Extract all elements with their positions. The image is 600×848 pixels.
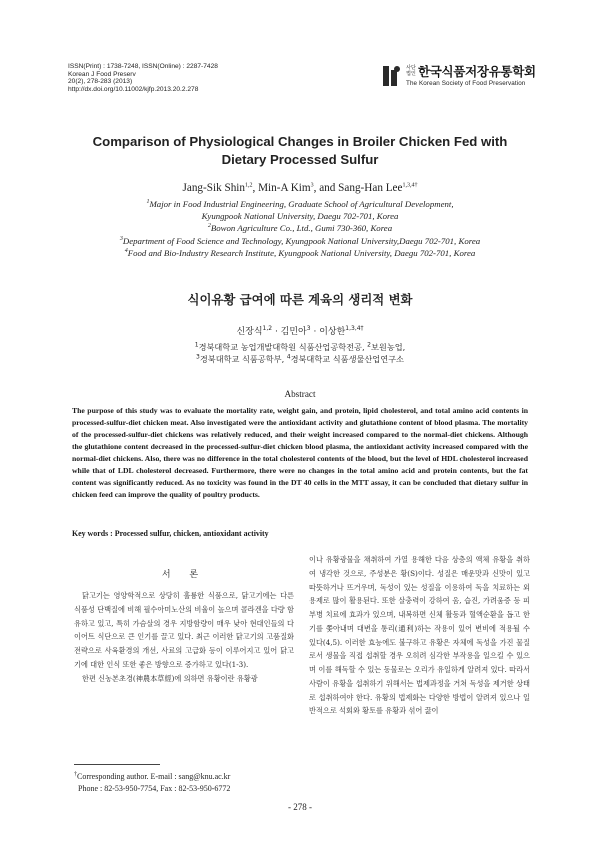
journal-name-line: Korean J Food Preserv	[68, 70, 136, 78]
abstract-heading: Abstract	[284, 389, 316, 399]
corresponding-author-footnote: †Corresponding author. E-mail : sang@knu.ac.kr Phone : 82-53-950-7754, Fax : 82-53-950-6772	[74, 771, 231, 793]
author-list: Jang-Sik Shin$^{1,2}$, Min-A Kim$^3$, and Sang-Han Lee$^{1,3,4\dagger}$	[182, 182, 418, 194]
affiliation-line: $^4$Food and Bio-Industry Research Institute, Kyungpook National University, Daegu 702-701, Korea	[124, 247, 476, 258]
body-paragraph: 닭고기는 영양학적으로 상당히 훌륭한 식품으로, 닭고기에는 다른 식품성 단백질에 비해 필수아미노산의 비율이 높으며 콜라겐을 다량 함유하고 있고, 특히 가슴살의 경우 지방함량이 매우 낮아 현대인들의 다이어트 식단으로 큰 인기를 끌고 있다. 최근 이러한 닭고기의 고품질화 전략으로 사육환경의 개선, 사료의 고급화 등이 이루어지고 있어 닭고기에 대한 인식 또한 좋은 방향으로 증가하고 있다(1-3).	[74, 591, 294, 669]
author-name: Sang-Han Lee	[338, 182, 403, 194]
affiliation-line: Kyungpook National University, Daegu 702-701, Korea	[201, 211, 399, 222]
footnote-phone-line: Phone : 82-53-950-7754, Fax : 82-53-950-6772	[78, 784, 231, 793]
society-name-english: The Korean Society of Food Preservation	[406, 80, 526, 87]
keywords-label: Key words	[72, 529, 109, 538]
issn-line: ISSN(Print) : 1738-7248, ISSN(Online) : 2287-7428	[68, 63, 218, 70]
paper-title: Comparison of Physiological Changes in Broiler Chicken Fed with Dietary Processed Sulfur	[92, 134, 508, 167]
page-number: - 278 -	[288, 802, 312, 812]
journal-info	[68, 63, 218, 93]
korean-affiliation-line: $^1$경북대학교 농업개발대학원 식품산업공학전공, $^2$보원농업,	[194, 341, 406, 352]
keywords-list: Processed sulfur, chicken, antioxidant activity	[114, 529, 269, 538]
abstract-body: The purpose of this study was to evaluate the mortality rate, weight gain, and protein, lipid cholesterol, and total amino acid contents in processed-sulfur-diet chicken meat. Also investigated were the antioxidant activity and glutathione content of blood plasma. The mortality of the processed-sulfur-diet chickens was relatively reduced, and their weight increased compared to the normal-diet chickens. Although the glutathione content decreased in the processed-sulfur-diet chicken blood plasma, the antioxidant activity increased compared with the normal-diet chickens. Also, there was no difference in the total cholesterol contents of the blood, but the level of HDL cholesterol increased while that of LDL cholesterol decreased. Furthermore, there were no changes in the total amino acid and protein contents, but the fat content was significantly reduced. As no toxicity was found in the DT 40 cells in the MTT assay, it can be concluded that dietary sulfur in chicken feed can improve the quality of poultry products.	[72, 406, 528, 499]
affiliation-line: $^3$Department of Food Science and Technology, Kyungpook National University,Daegu 702-701, Korea	[119, 235, 481, 246]
society-logo	[380, 64, 536, 88]
affiliations	[40, 198, 560, 259]
logo-corporation-mark: 사단 법인	[406, 65, 416, 77]
korean-affiliations	[40, 341, 560, 366]
affiliation-line: $^2$Bowon Agriculture Co., Ltd., Gumi 730-360, Korea	[207, 223, 393, 234]
volume-line: 20(2), 278-283 (2013)	[68, 78, 133, 86]
keywords-line: Key words : Processed sulfur, chicken, antioxidant activity	[72, 529, 269, 538]
korean-title: 식이유황 급여에 따른 계육의 생리적 변화	[187, 292, 413, 307]
body-column-right	[309, 553, 530, 718]
body-paragraph: 이나 유황광물을 채취하여 가열 용해한 다음 상층의 액체 유황을 취하여 냉각한 것으로, 주성분은 황(S)이다. 성질은 매운맛과 신맛이 있고 따뜻하거나 뜨거우며, 독성이 있는 성질을 이용하여 독을 치료하는 외용제로 많이 활용된다. 또한 살충력이 강하여 옴, 습진, 가려움증 등 피부병 치료에 효과가 있으며, 내복하면 신체 활동과 혈액순환을 돕고 한기를 쫓아내며 대변을 통리(通利)하는 작용이 있어 변비에 적용될 수 있다(4,5). 이러한 효능에도 불구하고 유황은 자체에 독성을 가진 물질로서 생물을 직접 섭취할 경우 오히려 심각한 부작용을 일으킬 수 있으며 이를 해독할 수 있는 동물로는 오리가 유일하게 알려져 있다. 따라서 사람이 유황을 섭취하기 위해서는 법제과정을 거쳐 독성을 제거한 상태로 섭취하여야 한다. 유황의 법제화는 다양한 방법이 알려져 있으나 일반적으로 석회와 황토를 유황과 섞어 끓이	[309, 555, 530, 716]
body-paragraph: 한편 신농본초경(神農本草經)에 의하면 유황이란 유황광	[82, 673, 258, 683]
doi-line: http://dx.doi.org/10.11002/kjfp.2013.20.2.278	[68, 85, 199, 93]
society-emblem-icon	[380, 64, 402, 88]
body-column-left	[74, 589, 294, 685]
section-heading-introduction: 서 론	[161, 570, 207, 580]
korean-affiliation-line: $^3$경북대학교 식품공학부, $^4$경북대학교 식품생물산업연구소	[196, 353, 404, 365]
footnote-divider	[74, 764, 160, 765]
author-name: Jang-Sik Shin	[182, 182, 245, 194]
author-name: Min-A Kim	[258, 182, 311, 194]
korean-author-list: 신장식$^{1,2}$ · 김민아$^3$ · 이상한$^{1,3,4\dagger}$	[236, 325, 364, 337]
affiliation-line: $^1$Major in Food Industrial Engineering, Graduate School of Agricultural Development,	[146, 199, 454, 209]
society-name-korean: 한국식품저장유통학회	[418, 64, 536, 79]
footnote-email-line: Corresponding author. E-mail : sang@knu.ac.kr	[77, 772, 231, 781]
